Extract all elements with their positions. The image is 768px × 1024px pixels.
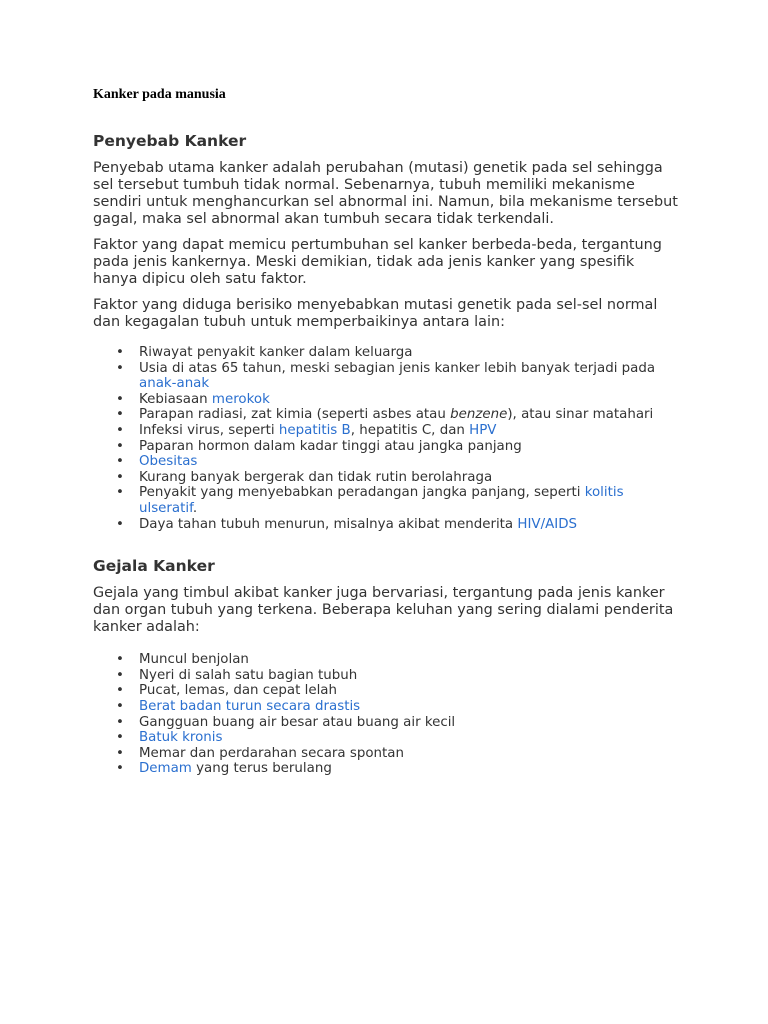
list-item	[139, 345, 683, 361]
link-anak-anak[interactable]: anak-anak	[139, 376, 210, 392]
list-item	[139, 730, 683, 746]
section-heading-gejala: Gejala Kanker	[93, 557, 215, 576]
list-item	[139, 392, 683, 408]
list-item-text: Muncul benjolan	[139, 652, 249, 668]
list-item	[139, 517, 683, 533]
list-item-text: Paparan hormon dalam kadar tinggi atau jangka panjang	[139, 438, 522, 454]
list-item-text: Riwayat penyakit kanker dalam keluarga	[139, 345, 413, 360]
list-item	[139, 683, 683, 699]
list-item-text: Penyakit yang menyebabkan peradangan jangka panjang, seperti	[139, 485, 585, 501]
list-item	[139, 407, 683, 423]
paragraph: Faktor yang dapat memicu pertumbuhan sel kanker berbeda-beda, tergantung pada jenis kankernya. Meski demikian, tidak ada jenis kanker yang spesifik hanya dipicu oleh satu faktor.	[93, 237, 662, 287]
link-hiv-aids[interactable]: HIV/AIDS	[517, 516, 578, 532]
list-item	[139, 715, 683, 731]
list-item	[139, 699, 683, 715]
list-item-text: yang terus berulang	[191, 761, 332, 777]
link-berat-badan-turun[interactable]: Berat badan turun secara drastis	[139, 698, 361, 714]
link-hepatitis-b[interactable]: hepatitis B	[278, 422, 351, 438]
link-demam[interactable]: Demam	[139, 761, 192, 777]
link-obesitas[interactable]: Obesitas	[139, 454, 198, 470]
list-item	[139, 485, 683, 516]
list-item	[139, 761, 683, 777]
document-title: Kanker pada manusia	[93, 87, 226, 102]
list-item	[139, 439, 683, 455]
list-item-text: Usia di atas 65 tahun, meski sebagian jenis kanker lebih banyak terjadi pada	[139, 360, 656, 376]
list-item	[139, 470, 683, 486]
list-item-text: Infeksi virus, seperti	[139, 422, 279, 438]
list-item-text: Parapan radiasi, zat kimia (seperti asbes atau	[139, 407, 451, 423]
list-item-text: Kurang banyak bergerak dan tidak rutin berolahraga	[139, 469, 493, 485]
link-merokok[interactable]: merokok	[211, 391, 270, 407]
link-kolitis-ulseratif[interactable]: kolitis ulseratif	[139, 485, 624, 516]
emphasis-text: benzene	[450, 407, 508, 423]
list-item	[139, 361, 683, 392]
paragraph: Faktor yang diduga berisiko menyebabkan mutasi genetik pada sel-sel normal dan kegagalan tubuh untuk memperbaikinya antara lain:	[93, 297, 658, 330]
list-item	[139, 454, 683, 470]
list-item	[139, 423, 683, 439]
list-item	[139, 652, 683, 668]
list-item-text: Daya tahan tubuh menurun, misalnya akibat menderita	[139, 516, 518, 532]
article-content	[93, 131, 683, 777]
list-item-text: ), atau sinar matahari	[507, 407, 654, 423]
link-hpv[interactable]: HPV	[469, 422, 497, 438]
symptom-list	[93, 652, 683, 777]
list-item	[139, 746, 683, 762]
paragraph: Penyebab utama kanker adalah perubahan (mutasi) genetik pada sel sehingga sel tersebut tumbuh tidak normal. Sebenarnya, tubuh memiliki mekanisme sendiri untuk menghancurkan sel abnormal ini. Namun, bila mekanisme tersebut gagal, maka sel abnormal akan tumbuh secara tidak terkendali.	[93, 160, 678, 227]
risk-factor-list	[93, 345, 683, 532]
list-item-text: Gangguan buang air besar atau buang air kecil	[139, 714, 456, 730]
link-batuk-kronis[interactable]: Batuk kronis	[139, 730, 223, 746]
section-heading-penyebab: Penyebab Kanker	[93, 132, 247, 150]
list-item-text: Memar dan perdarahan secara spontan	[139, 745, 404, 761]
list-item-text: Nyeri di salah satu bagian tubuh	[139, 667, 358, 683]
list-item-text: , hepatitis C, dan	[350, 422, 470, 438]
list-item-text: Pucat, lemas, dan cepat lelah	[139, 683, 337, 699]
paragraph: Gejala yang timbul akibat kanker juga bervariasi, tergantung pada jenis kanker dan organ tubuh yang terkena. Beberapa keluhan yang sering dialami penderita kanker adalah:	[93, 585, 674, 636]
list-item	[139, 668, 683, 684]
list-item-text: .	[192, 500, 198, 516]
list-item-text: Kebiasaan	[139, 391, 212, 407]
